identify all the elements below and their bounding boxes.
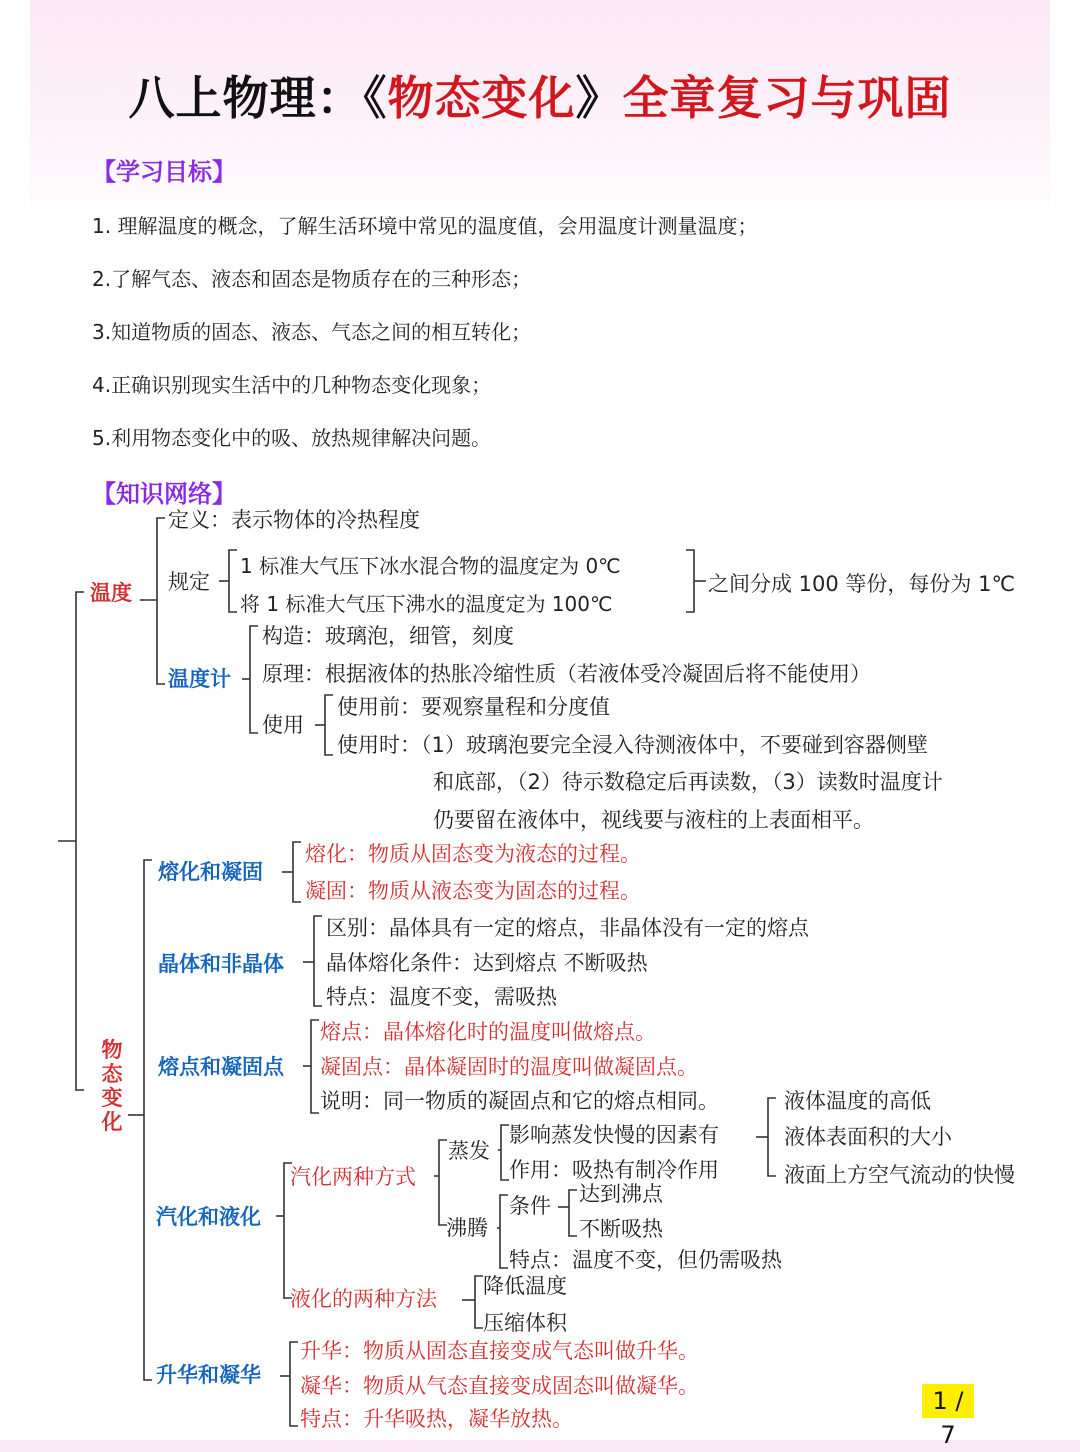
node-crystal: 晶体和非晶体 bbox=[158, 952, 284, 976]
boiling-feature: 特点：温度不变，但仍需吸热 bbox=[509, 1248, 782, 1272]
sublimation-feature: 特点：升华吸热，凝华放热。 bbox=[300, 1407, 573, 1431]
crystal-melting-condition: 晶体熔化条件：达到熔点 不断吸热 bbox=[326, 951, 648, 975]
objective-item: 3.知道物质的固态、液态、气态之间的相互转化； bbox=[92, 320, 532, 344]
node-use: 使用 bbox=[262, 713, 304, 737]
node-vaporization: 汽化和液化 bbox=[156, 1205, 261, 1229]
title-topic: 物态变化 bbox=[387, 71, 576, 125]
node-melting-point: 熔点和凝固点 bbox=[158, 1055, 284, 1079]
temp-definition: 定义：表示物体的冷热程度 bbox=[168, 508, 420, 532]
melting-point-note: 说明：同一物质的凝固点和它的熔点相同。 bbox=[320, 1089, 719, 1113]
rule-ice-water: 1 标准大气压下冰水混合物的温度定为 0℃ bbox=[240, 554, 621, 578]
node-evaporation: 蒸发 bbox=[448, 1139, 490, 1163]
node-state-change: 物 态 变 化 bbox=[101, 1038, 123, 1134]
title-open-bracket: 《 bbox=[363, 71, 388, 125]
node-temperature: 温度 bbox=[90, 581, 132, 605]
rule-result: 之间分成 100 等份，每份为 1℃ bbox=[708, 572, 1016, 596]
objective-item: 2.了解气态、液态和固态是物质存在的三种形态； bbox=[92, 267, 532, 291]
node-melting-freezing: 熔化和凝固 bbox=[158, 860, 263, 884]
title-suffix: 全章复习与巩固 bbox=[622, 71, 952, 125]
melting-definition: 熔化：物质从固态变为液态的过程。 bbox=[305, 842, 641, 866]
crystal-feature: 特点：温度不变，需吸热 bbox=[326, 985, 557, 1009]
title-close-bracket: 》 bbox=[575, 71, 623, 125]
use-during-line-2: 和底部，（2）待示数稳定后再读数，（3）读数时温度计 bbox=[433, 770, 943, 794]
factor-surface-area: 液体表面积的大小 bbox=[784, 1125, 952, 1149]
evaporation-factors: 影响蒸发快慢的因素有 bbox=[509, 1123, 719, 1147]
rule-label: 规定 bbox=[168, 570, 210, 594]
objective-item: 5.利用物态变化中的吸、放热规律解决问题。 bbox=[92, 426, 492, 450]
deposition-definition: 凝华：物质从气态直接变成固态叫做凝华。 bbox=[300, 1374, 699, 1398]
factor-air-flow: 液面上方空气流动的快慢 bbox=[784, 1163, 1015, 1187]
melting-point-definition: 熔点：晶体熔化时的温度叫做熔点。 bbox=[320, 1020, 656, 1044]
use-during: 使用时：（1）玻璃泡要完全浸入待测液体中，不要碰到容器侧壁 bbox=[337, 733, 928, 757]
crystal-difference: 区别：晶体具有一定的熔点，非晶体没有一定的熔点 bbox=[326, 916, 809, 940]
network-heading: 【知识网络】 bbox=[92, 480, 236, 508]
node-vaporization-ways: 汽化两种方式 bbox=[290, 1165, 416, 1189]
boiling-cond-reach-point: 达到沸点 bbox=[579, 1182, 663, 1206]
liquefaction-compress: 压缩体积 bbox=[483, 1311, 567, 1335]
sublimation-definition: 升华：物质从固态直接变成气态叫做升华。 bbox=[300, 1339, 699, 1363]
evaporation-effect: 作用：吸热有制冷作用 bbox=[509, 1158, 719, 1182]
factor-liquid-temperature: 液体温度的高低 bbox=[784, 1089, 931, 1113]
liquefaction-lower-temp: 降低温度 bbox=[483, 1274, 567, 1298]
title-prefix: 八上物理： bbox=[128, 71, 364, 125]
use-during-line-3: 仍要留在液体中，视线要与液柱的上表面相平。 bbox=[433, 808, 874, 832]
node-thermometer: 温度计 bbox=[168, 667, 231, 691]
rule-boiling-water: 将 1 标准大气压下沸水的温度定为 100℃ bbox=[240, 592, 613, 616]
thermometer-structure: 构造：玻璃泡，细管，刻度 bbox=[262, 624, 514, 648]
boiling-cond-absorb-heat: 不断吸热 bbox=[579, 1217, 663, 1241]
objective-item: 1. 理解温度的概念，了解生活环境中常见的温度值，会用温度计测量温度； bbox=[92, 214, 758, 238]
objectives-heading: 【学习目标】 bbox=[92, 158, 236, 186]
node-boiling-condition: 条件 bbox=[509, 1194, 551, 1218]
page-indicator: 1 / 7 bbox=[922, 1384, 974, 1418]
node-sublimation: 升华和凝华 bbox=[156, 1363, 261, 1387]
freezing-point-definition: 凝固点：晶体凝固时的温度叫做凝固点。 bbox=[320, 1055, 698, 1079]
node-liquefaction: 液化的两种方法 bbox=[290, 1287, 437, 1311]
thermometer-principle: 原理：根据液体的热胀冷缩性质（若液体受冷凝固后将不能使用） bbox=[262, 662, 871, 686]
objective-item: 4.正确识别现实生活中的几种物态变化现象； bbox=[92, 373, 492, 397]
use-before: 使用前：要观察量程和分度值 bbox=[337, 695, 610, 719]
node-boiling: 沸腾 bbox=[446, 1216, 488, 1240]
freezing-definition: 凝固：物质从液态变为固态的过程。 bbox=[305, 879, 641, 903]
